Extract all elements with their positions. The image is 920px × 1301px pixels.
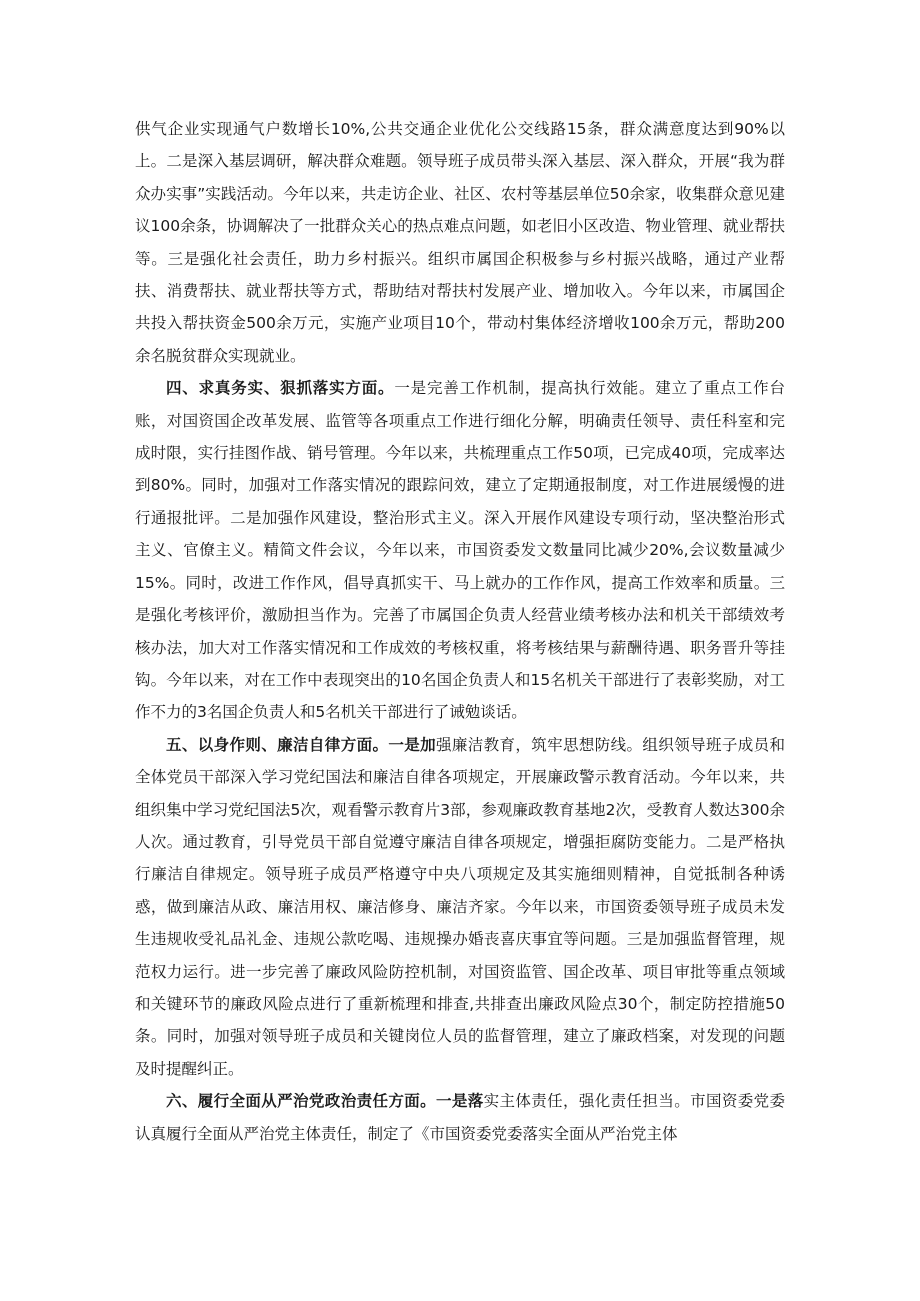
paragraph-3	[135, 729, 785, 1085]
paragraph-2	[135, 372, 785, 728]
paragraph-4-text: 实主体责任，强化责任担当。市国资委党委认真履行全面从严治党主体责任，制定了《市国资委党委落实全面从严治党主体	[135, 1092, 785, 1143]
document-page	[135, 113, 785, 1150]
paragraph-4-heading: 六、履行全面从严治党政治责任方面。一是落	[166, 1092, 484, 1111]
paragraph-1-text: 供气企业实现通气户数增长10%,公共交通企业优化公交线路15条，群众满意度达到90%以上。二是深入基层调研，解决群众难题。领导班子成员带头深入基层、深入群众，开展“我为群众办实事”实践活动。今年以来，共走访企业、社区、农村等基层单位50余家，收集群众意见建议100余条，协调解决了一批群众关心的热点难点问题，如老旧小区改造、物业管理、就业帮扶等。三是强化社会责任，助力乡村振兴。组织市属国企积极参与乡村振兴战略，通过产业帮扶、消费帮扶、就业帮扶等方式，帮助结对帮扶村发展产业、增加收入。今年以来，市属国企共投入帮扶资金500余万元，实施产业项目10个，带动村集体经济增收100余万元，帮助200余名脱贫群众实现就业。	[135, 120, 785, 365]
paragraph-3-text: 强廉洁教育，筑牢思想防线。组织领导班子成员和全体党员干部深入学习党纪国法和廉洁自律各项规定，开展廉政警示教育活动。今年以来，共组织集中学习党纪国法5次，观看警示教育片3部，参观廉政教育基地2次，受教育人数达300余人次。通过教育，引导党员干部自觉遵守廉洁自律各项规定，增强拒腐防变能力。二是严格执行廉洁自律规定。领导班子成员严格遵守中央八项规定及其实施细则精神，自觉抵制各种诱惑，做到廉洁从政、廉洁用权、廉洁修身、廉洁齐家。今年以来，市国资委领导班子成员未发生违规收受礼品礼金、违规公款吃喝、违规操办婚丧喜庆事宜等问题。三是加强监督管理，规范权力运行。进一步完善了廉政风险防控机制，对国资监管、国企改革、项目审批等重点领域和关键环节的廉政风险点进行了重新梳理和排查,共排查出廉政风险点30个，制定防控措施50条。同时，加强对领导班子成员和关键岗位人员的监督管理，建立了廉政档案，对发现的问题及时提醒纠正。	[135, 735, 785, 1078]
paragraph-4	[135, 1085, 785, 1150]
paragraph-1	[135, 113, 785, 372]
paragraph-3-heading: 五、以身作则、廉洁自律方面。一是加	[166, 735, 436, 754]
paragraph-2-text: 一是完善工作机制，提高执行效能。建立了重点工作台账，对国资国企改革发展、监管等各项重点工作进行细化分解，明确责任领导、责任科室和完成时限，实行挂图作战、销号管理。今年以来，共梳理重点工作50项，已完成40项，完成率达到80%。同时，加强对工作落实情况的跟踪问效，建立了定期通报制度，对工作进展缓慢的进行通报批评。二是加强作风建设，整治形式主义。深入开展作风建设专项行动，坚决整治形式主义、官僚主义。精简文件会议，今年以来，市国资委发文数量同比减少20%,会议数量减少15%。同时，改进工作作风，倡导真抓实干、马上就办的工作作风，提高工作效率和质量。三是强化考核评价，激励担当作为。完善了市属国企负责人经营业绩考核办法和机关干部绩效考核办法，加大对工作落实情况和工作成效的考核权重，将考核结果与薪酬待遇、职务晋升等挂钩。今年以来，对在工作中表现突出的10名国企负责人和15名机关干部进行了表彰奖励，对工作不力的3名国企负责人和5名机关干部进行了诫勉谈话。	[135, 379, 785, 722]
paragraph-2-heading: 四、求真务实、狠抓落实方面。	[166, 379, 395, 398]
